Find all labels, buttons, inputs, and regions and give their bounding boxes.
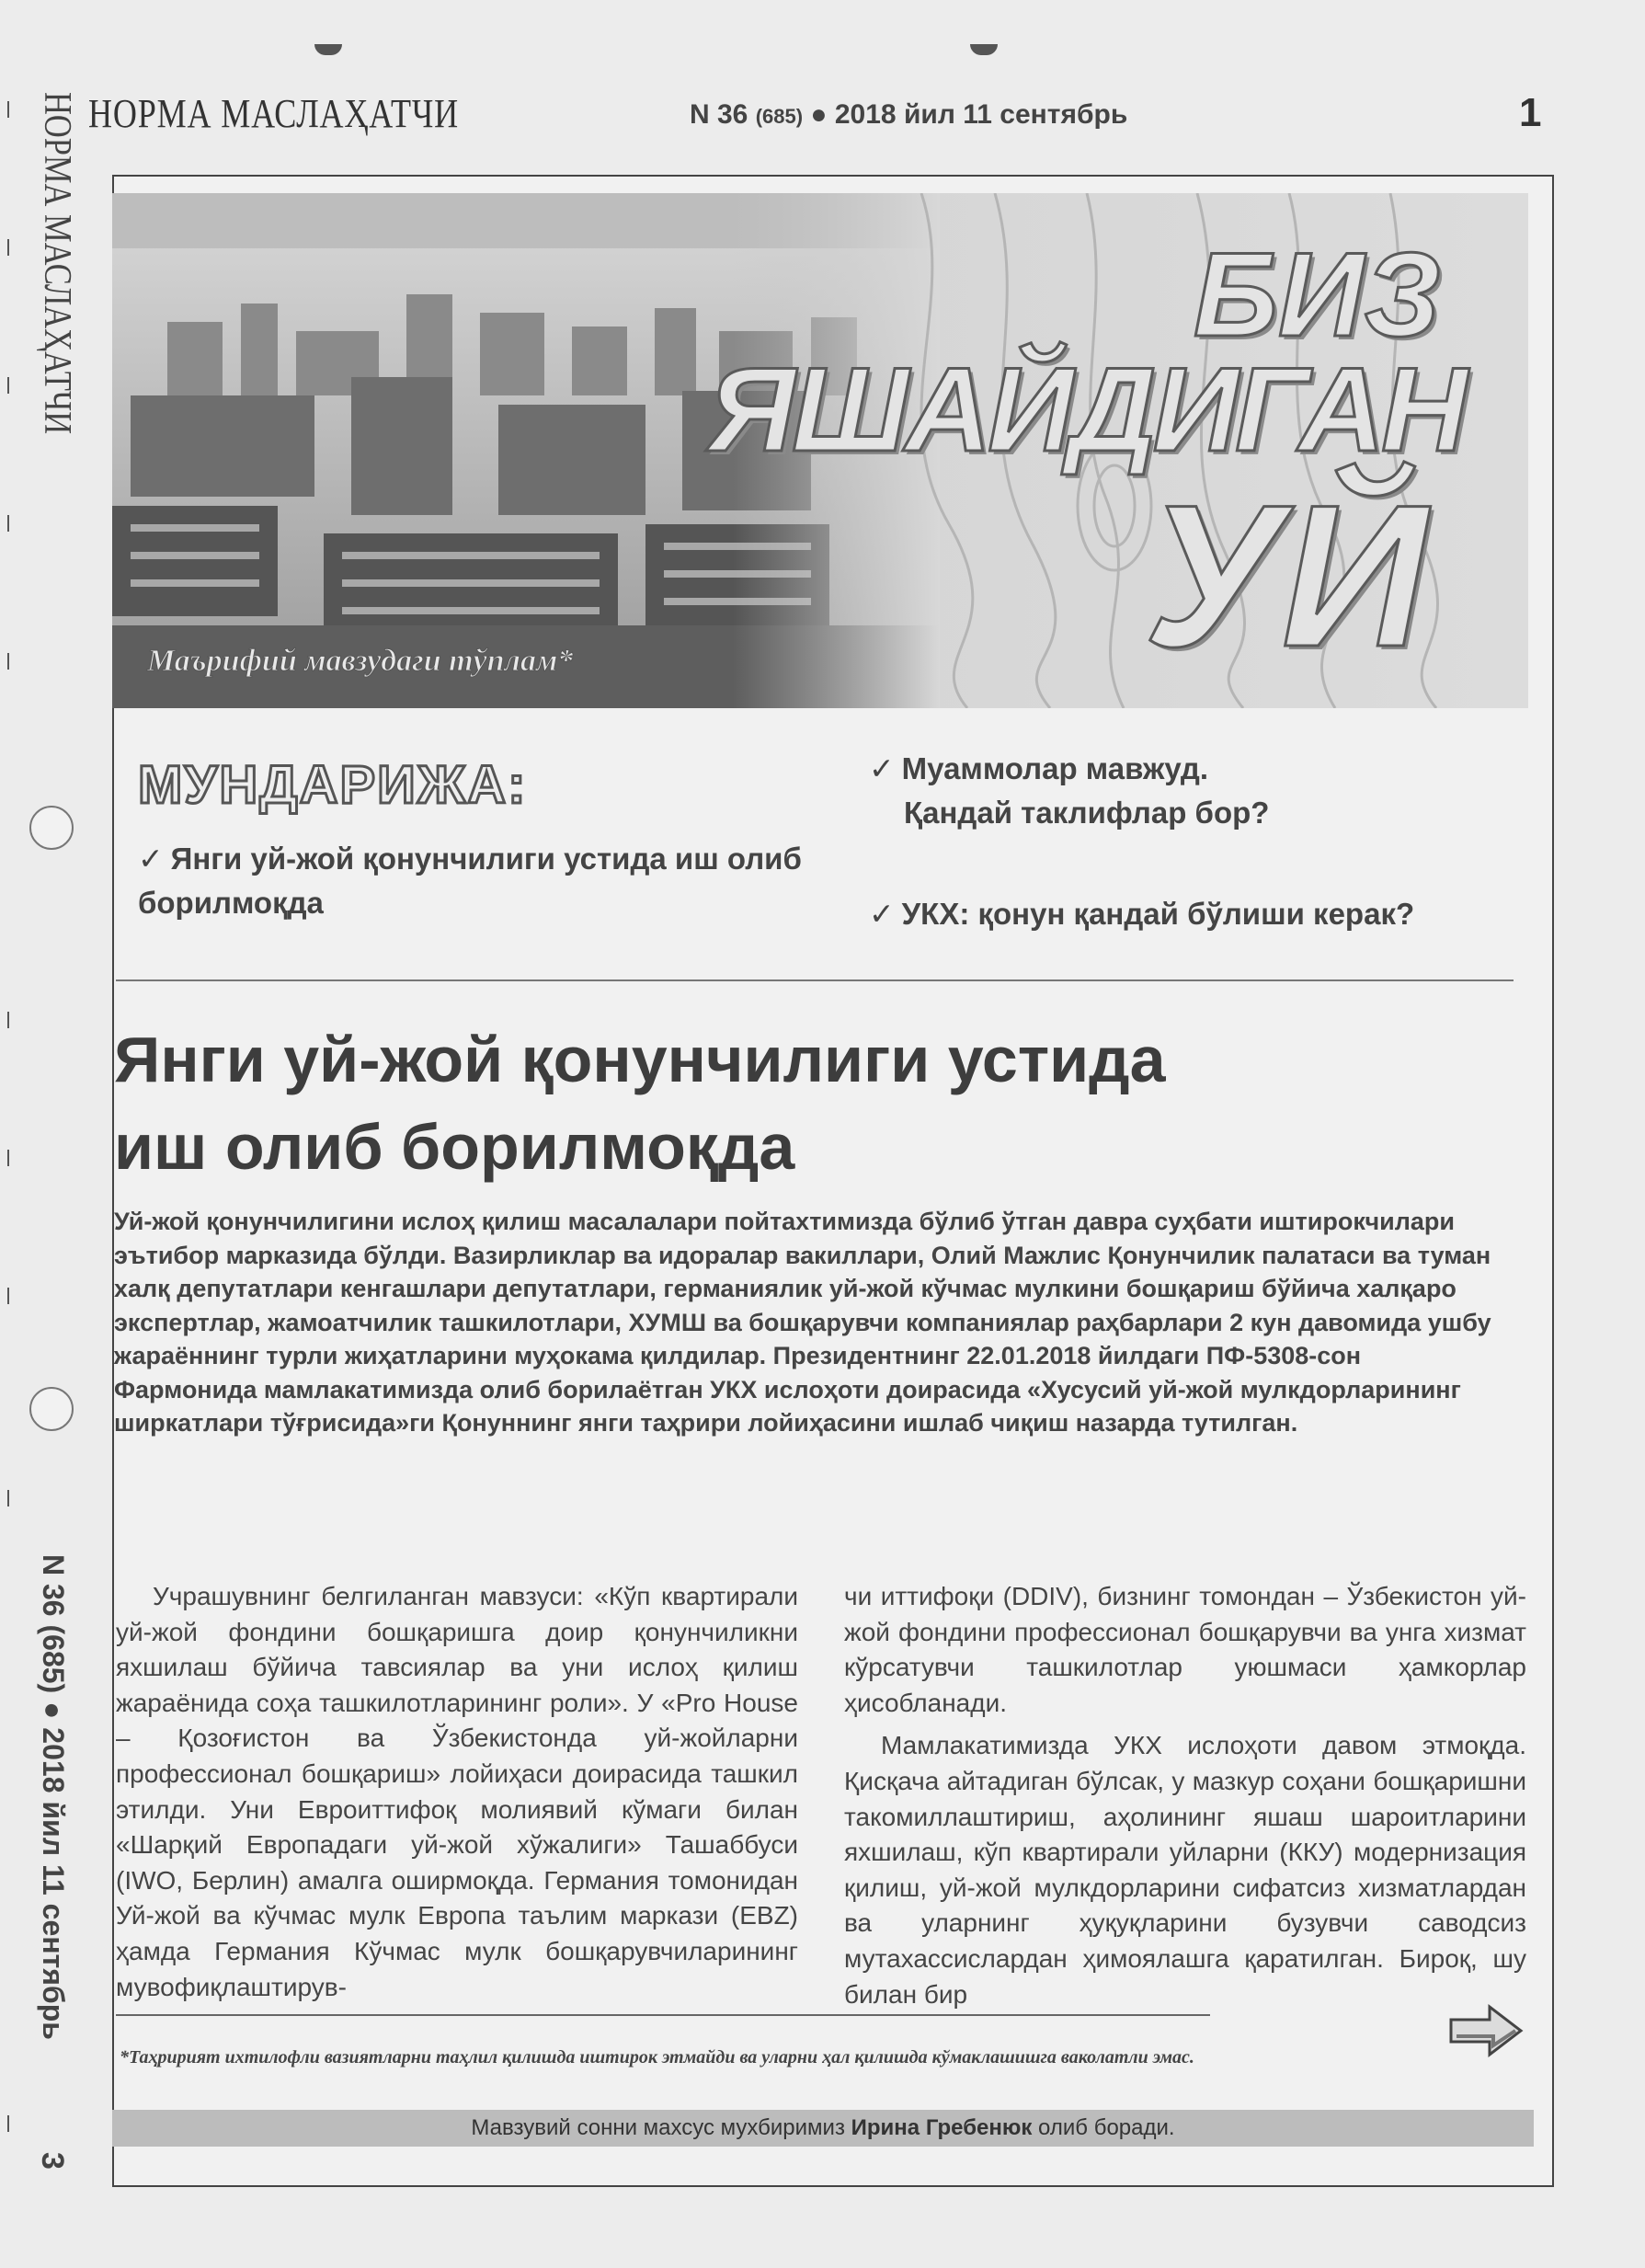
margin-tick: [7, 515, 9, 532]
margin-tick: [7, 1012, 9, 1028]
divider: [116, 979, 1514, 981]
footnote: *Таҳририят ихтилофли вазиятларни таҳлил қилишда иштирок этмайди ва уларни ҳал қилишда кўмаклашишга ваколатли эмас.: [120, 2047, 1194, 2068]
binder-mark: [970, 44, 998, 55]
headline-line: иш олиб борилмоқда: [114, 1111, 795, 1183]
side-issue-info: N 36 (685) ● 2018 йил 11 сентябрь: [37, 1554, 70, 2040]
contents-item-text: УКХ: қонун қандай бўлиши керак?: [901, 897, 1415, 931]
paragraph: чи иттифоқи (DDIV), бизнинг томондан – Ўзбекистон уй-жой фондини профессионал бошқарувчи ва унга хизмат кўрсатувчи ташкилотлар уюшмаси ҳамкорлар ҳисобланади.: [844, 1582, 1526, 1717]
divider: [116, 2014, 1210, 2016]
footer-bar: [112, 2110, 1534, 2147]
banner: [112, 193, 1528, 708]
banner-title-line2: ЯШАЙДИГАН: [708, 342, 1464, 476]
contents-title: МУНДАРИЖА:: [138, 755, 528, 815]
issue-date: ● 2018 йил 11 сентябрь: [810, 99, 1128, 130]
article-headline: [114, 1016, 1401, 1191]
check-icon: ✓: [138, 842, 164, 876]
article-lead: Уй-жой қонунчилигини ислоҳ қилиш масалалари пойтахтимизда бўлиб ўтган давра суҳбати иштирокчилари эътибор марказида бўлди. Вазирликлар ва идоралар вакиллари, Олий Мажлис Қонунчилик палатаси ва туман халқ депутатлари кенгашлари депутатлари, германиялик уй-жой кўчмас мулкини бошқариш бўйича халқаро экспертлар, жамоатчилик ташкилотлари, ХУМШ ва бошқарувчи компаниялар раҳбарлари 2 кун давомида ушбу жараённинг турли жиҳатларини муҳокама қилдилар. Президентнинг 22.01.2018 йилдаги ПФ-5308-сон Фармонида мамлакатимизда олиб борилаётган УКХ ислоҳоти доирасида «Хусусий уй-жой мулкдорларининг ширкатлари тўғрисида»ги Қонуннинг янги таҳрири лойиҳасини ишлаб чиқиш назарда тутилган.: [114, 1208, 1491, 1437]
paragraph: Мамлакатимизда УКХ ислоҳоти давом этмоқда. Қисқача айтадиган бўлсак, у мазкур соҳани бошқаришни такомиллаштириш, аҳолининг яшаш шароитларини яхшилаш, кўп квартирали уйларни (ККУ) модернизация қилиш, уй-жой мулкдорларини сифатсиз хизматлардан ва уларнинг ҳуқуқларини бузувчи саводсиз мутахассислардан ҳимоялашга қаратилган. Бироқ, шу билан бир: [844, 1731, 1526, 2009]
contents-item-text: Янги уй-жой қонунчилиги устида иш олиб борилмоқда: [138, 842, 802, 920]
contents-item-text: Қандай таклифлар бор?: [904, 796, 1270, 830]
binder-mark: [314, 44, 342, 55]
issue-total: (685): [755, 105, 804, 128]
margin-tick: [7, 1490, 9, 1506]
masthead: НОРМА МАСЛАҲАТЧИ: [88, 91, 459, 136]
punch-hole: [29, 806, 74, 850]
margin-tick: [7, 239, 9, 256]
margin-tick: [7, 1288, 9, 1304]
contents-item: [138, 837, 837, 925]
check-icon: ✓: [869, 897, 895, 931]
margin-tick: [7, 1150, 9, 1166]
headline-line: Янги уй-жой қонунчилиги устида: [114, 1024, 1166, 1095]
side-masthead: НОРМА МАСЛАҲАТЧИ: [36, 92, 78, 435]
contents-item-text: Муаммолар мавжуд.: [901, 751, 1209, 785]
paragraph: Учрашувнинг белгиланган мавзуси: «Кўп квартирали уй-жой фондини бошқаришга доир қонунчиликни яхшилаш бўйича тавсиялар ва уни ислоҳ қилиш жараёнида соҳа ташкилотларининг роли». У «Pro House – Қозоғистон ва Ўзбекистонда уй-жойларни профессионал бошқариш» лойиҳаси доирасида ташкил этилди. Уни Евроиттифоқ молиявий кўмаги билан «Шарқий Европадаги уй-жой хўжалиги» Ташаббуси (IWO, Берлин) амалга оширмоқда. Германия томонидан Уй-жой ва кўчмас мулк Европа таълим маркази (EBZ) ҳамда Германия Кўчмас мулк бошқарувчиларининг мувофиқлаштирув-: [116, 1582, 798, 2001]
footer-bar-text: [112, 2115, 1534, 2141]
issue-info: [690, 99, 1127, 131]
correspondent-name: Ирина Гребенюк: [851, 2115, 1033, 2140]
contents-item: [869, 892, 1531, 936]
footer-suffix: олиб боради.: [1038, 2115, 1175, 2140]
margin-tick: [7, 101, 9, 118]
side-page-number: 3: [35, 2152, 70, 2170]
margin-tick: [7, 377, 9, 394]
footer-prefix: Мавзувий сонни махсус мухбиримиз: [471, 2115, 845, 2140]
contents-item: [869, 747, 1494, 835]
check-icon: ✓: [869, 751, 895, 785]
margin-tick: [7, 2115, 9, 2132]
banner-title-line3: УЙ: [1144, 463, 1427, 689]
issue-number: N 36: [690, 99, 748, 130]
next-page-arrow-icon: [1447, 2003, 1525, 2058]
punch-hole: [29, 1387, 74, 1431]
article-column-right: [844, 1579, 1526, 2012]
banner-caption: Маърифий мавзудаги тўплам*: [147, 644, 574, 678]
article-column-left: [116, 1579, 798, 2005]
banner-title-line1: БИЗ: [1193, 227, 1441, 361]
margin-tick: [7, 653, 9, 670]
page-number: 1: [1519, 90, 1542, 135]
